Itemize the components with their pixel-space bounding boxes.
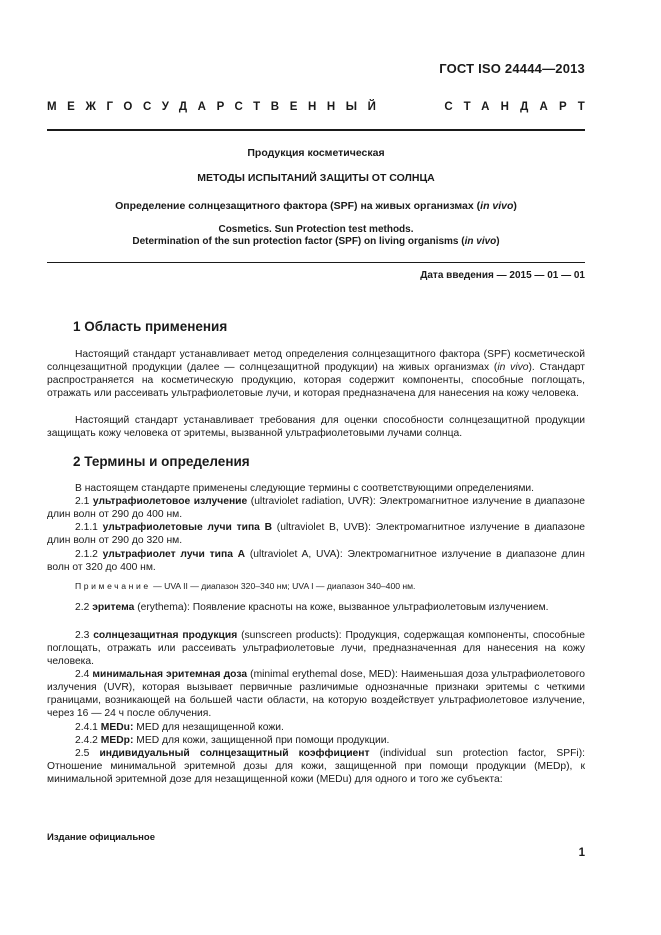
- document-page: [47, 0, 596, 935]
- document-number: ГОСТ ISO 24444—2013: [439, 61, 585, 76]
- section-1-paragraph-2: Настоящий стандарт устанавливает требования для оценки способности солнцезащитной продукции защищать кожу человека от эритемы, вызванной ультрафиолетовыми лучами солнца.: [47, 415, 585, 439]
- term-2-5: 2.5 индивидуальный солнцезащитный коэффициент (individual sun protection factor, SPFi): Отношение минимальной эритемной дозы для кожи, защищенной при помощи продукции (MEDp), к минимальной эритемной дозе для незащищенной кожи (MEDu) для одного и того же субъекта:: [47, 748, 585, 785]
- english-title: [47, 224, 585, 248]
- section-2-heading: 2 Термины и определения: [73, 454, 250, 469]
- term-2-2: 2.2 эритема (erythema): Появление красноты на коже, вызванное ультрафиолетовым излучением.: [75, 602, 549, 613]
- note-label: Примечание: [75, 581, 151, 591]
- page-number: 1: [578, 847, 585, 859]
- title-rule: [47, 262, 585, 263]
- header-right-word: СТАНДАРТ: [444, 101, 596, 113]
- english-title-line2: Determination of the sun protection factor (SPF) on living organisms (in vivo): [132, 236, 500, 247]
- term-2-4-2: 2.4.2 MEDp: MED для кожи, защищенной при помощи продукции.: [75, 735, 390, 746]
- term-2-1: 2.1 ультрафиолетовое излучение (ultraviolet radiation, UVR): Электромагнитное излучение в диапазоне длин волн от 290 до 400 нм.: [47, 496, 585, 520]
- header-rule: [47, 129, 585, 131]
- note-text: — UVA II — диапазон 320–340 нм; UVA I — диапазон 340–400 нм.: [150, 581, 416, 591]
- title-line-main: МЕТОДЫ ИСПЫТАНИЙ ЗАЩИТЫ ОТ СОЛНЦА: [197, 172, 435, 184]
- term-2-4: 2.4 минимальная эритемная доза (minimal erythemal dose, MED): Наименьшая доза ультрафиолетового излучения (UVR), которая вызывает первичные различимые однозначные признаки эритемы с четкими границами, возникающей на большей части области, на которую воздействует ультрафиолетовое излучение, через 16 — 24 ч после облучения.: [47, 669, 585, 719]
- section-1-heading: 1 Область применения: [73, 319, 228, 334]
- term-2-3: 2.3 солнцезащитная продукция (sunscreen products): Продукция, содержащая компоненты, способные поглощать, отражать или рассеивать ультрафиолетовые лучи, предназначенная для нанесения на кожу человека.: [47, 630, 585, 667]
- introduction-date: Дата введения — 2015 — 01 — 01: [420, 270, 585, 281]
- term-2-1-1: 2.1.1 ультрафиолетовые лучи типа B (ultraviolet B, UVB): Электромагнитное излучение в диапазоне длин волн от 290 до 320 нм.: [47, 522, 585, 546]
- title-line-product: Продукция косметическая: [247, 147, 385, 159]
- section-2-intro: В настоящем стандарте применены следующие термины с соответствующими определениями.: [75, 483, 535, 494]
- section-1-paragraph-1: Настоящий стандарт устанавливает метод определения солнцезащитного фактора (SPF) косметической солнцезащитной продукции (далее — солнцезащитной продукции) на живых организмах (in vivo). Стандарт распространяется на косметическую продукцию, которая содержит компоненты, способные поглощать, отражать или рассеивать ультрафиолетовые лучи, и которая предназначена для нанесения на кожу человека.: [47, 349, 586, 399]
- title-line-subtitle: Определение солнцезащитного фактора (SPF) на живых организмах (in vivo): [115, 200, 517, 212]
- header-left-word: МЕЖГОСУДАРСТВЕННЫЙ: [47, 101, 387, 113]
- note: [75, 581, 415, 591]
- term-2-1-2: 2.1.2 ультрафиолет лучи типа A (ultraviolet A, UVA): Электромагнитное излучение в диапазоне длин волн от 320 до 400 нм.: [47, 549, 585, 573]
- english-title-line1: Cosmetics. Sun Protection test methods.: [218, 224, 414, 235]
- term-2-4-1: 2.4.1 MEDu: MED для незащищенной кожи.: [75, 722, 284, 733]
- standard-type-header: [47, 101, 596, 113]
- official-edition-label: Издание официальное: [47, 832, 155, 843]
